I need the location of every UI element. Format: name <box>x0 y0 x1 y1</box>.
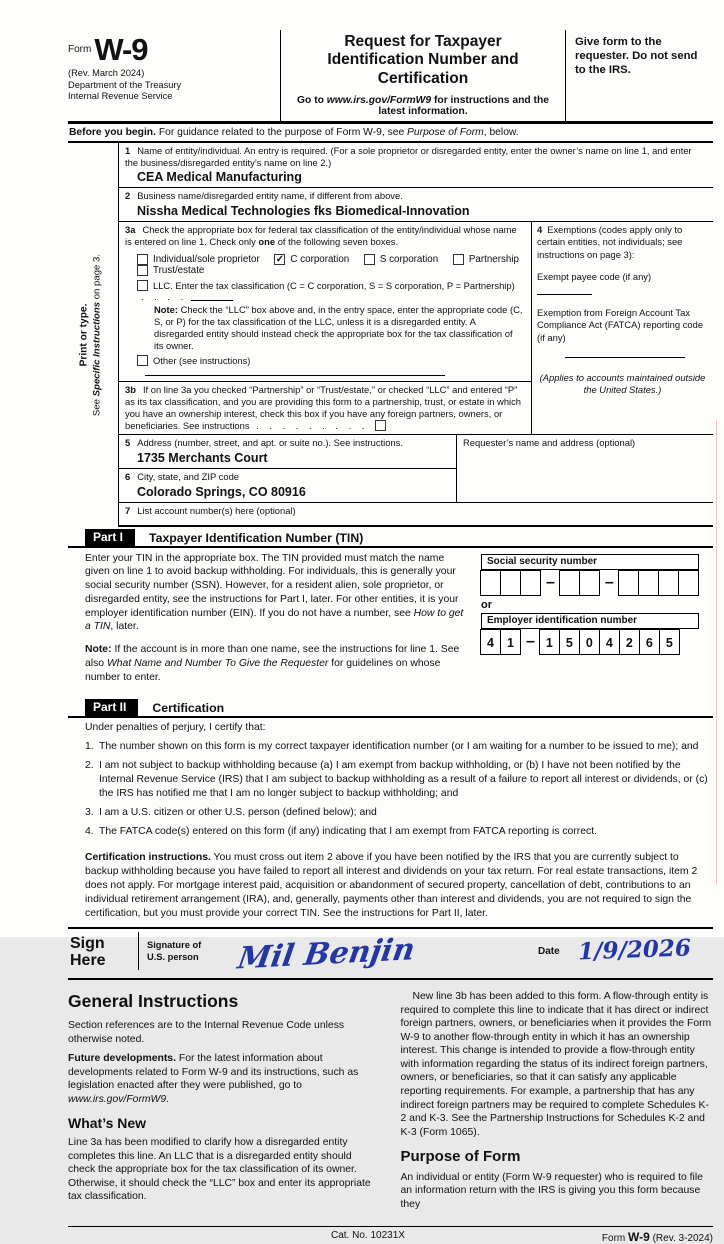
irs-url: www.irs.gov/FormW9 <box>326 94 432 106</box>
part2-body <box>68 718 713 846</box>
catalog-number: Cat. No. 10231X <box>331 1230 405 1242</box>
whats-new-paragraph: Line 3a has been modified to clarify how a disregarded entity completes this line. An LLC that is a disregarded entity should check the appropriate box for the tax classification of its owner. Otherwise, it should check the “LLC” box and enter its appropriate tax classification. <box>68 1137 371 1203</box>
sign-here-label <box>68 932 138 971</box>
llc-classification-entry[interactable] <box>191 291 233 301</box>
other-label: Other (see instructions) <box>153 355 251 367</box>
future-developments-bold: Future developments. <box>68 1053 176 1065</box>
ein-input[interactable] <box>481 629 713 655</box>
signature-of-line1: Signature of <box>147 939 202 950</box>
ssn-dash: – <box>546 573 555 591</box>
form-header <box>68 30 713 124</box>
ein-dash: – <box>526 632 535 650</box>
applies-note: (Applies to accounts maintained outside the United States.) <box>539 372 706 396</box>
form-number: W-9 <box>94 32 148 67</box>
ssn-digit[interactable] <box>658 570 679 596</box>
ein-digit[interactable]: 6 <box>639 629 660 655</box>
see-instructions-label <box>91 254 104 416</box>
purpose-of-form-heading: Purpose of Form <box>400 1148 521 1166</box>
line5-label: Address (number, street, and apt. or suite no.). See instructions. <box>137 437 403 449</box>
s-corporation-label: S corporation <box>379 253 439 265</box>
line3-line4-section <box>119 222 713 435</box>
exempt-payee-label: Exempt payee code (if any) <box>537 270 652 282</box>
line7-label: List account number(s) here (optional) <box>137 504 296 516</box>
line2-number: 2 <box>125 190 131 202</box>
footer-form-word: Form <box>601 1233 626 1244</box>
certification-item <box>85 740 711 754</box>
here-word: Here <box>70 952 106 970</box>
line1-number: 1 <box>125 144 131 156</box>
before-you-begin <box>68 124 713 143</box>
ein-label: Employer identification number <box>481 613 699 629</box>
form-id-block <box>68 30 281 121</box>
p1-note-bold: Note: <box>85 644 112 656</box>
page-footer <box>68 1226 713 1244</box>
part1-paragraph <box>85 552 467 634</box>
see-pre: See <box>91 396 103 416</box>
ein-digit[interactable]: 4 <box>599 629 620 655</box>
p1-note-post: for guidelines on whose number to enter. <box>85 657 441 683</box>
ein-digit[interactable]: 2 <box>619 629 640 655</box>
line6-label: City, state, and ZIP code <box>137 471 240 483</box>
item-text: The number shown on this form is my correct taxpayer identification number (or I am waiting for a number to be issued to me); and <box>99 741 699 753</box>
ssn-digit[interactable] <box>480 570 501 596</box>
line3a-note <box>154 304 523 353</box>
before-begin-bold: Before you begin. <box>69 126 156 138</box>
form-reference <box>602 1230 713 1244</box>
form-title-line2: Identification Number and Certification <box>327 51 519 87</box>
p1-note-mid: If the account is in more than one name, see the instructions for line 1. See also <box>85 644 460 669</box>
line2-row <box>119 188 713 222</box>
item-number: 3. <box>85 807 94 819</box>
fatca-entry[interactable] <box>565 348 685 358</box>
give-form-note: Give form to the requester. Do not send to the IRS. <box>565 30 713 121</box>
ssn-dash: – <box>604 573 614 591</box>
line7-number: 7 <box>125 504 131 516</box>
item-number: 2. <box>85 760 94 772</box>
certification-intro: Under penalties of perjury, I certify that: <box>85 722 266 734</box>
signature-field[interactable]: Mil Benjin <box>235 931 418 977</box>
ein-digit[interactable]: 5 <box>659 629 680 655</box>
certification-item <box>85 759 711 801</box>
instructions-left-column <box>68 990 381 1217</box>
line6-row <box>119 469 456 502</box>
p1-pre: Enter your TIN in the appropriate box. The TIN provided must match the name given on line 1 to avoid backup withholding. For individuals, this is generally your social security number (SSN). However, for a resident alien, sole proprietor, or disregarded entity, see the instructions for Part I, later. For other entities, it is your employer identification number (EIN). If you do not have a number, see <box>85 552 459 619</box>
option-s-corporation <box>364 254 438 265</box>
future-developments-url: www.irs.gov/FormW9 <box>68 1093 167 1105</box>
ssn-digit[interactable] <box>638 570 659 596</box>
note-bold: Note: <box>154 303 178 315</box>
requester-box[interactable] <box>456 435 713 502</box>
fatca-label: Exemption from Foreign Account Tax Compliance Act (FATCA) reporting code (if any) <box>537 307 704 343</box>
line1-row <box>119 143 713 189</box>
item-text: The FATCA code(s) entered on this form (if any) indicating that I am exempt from FATCA reporting is correct. <box>99 825 597 837</box>
other-entry[interactable] <box>145 366 445 376</box>
ein-digit[interactable]: 1 <box>539 629 560 655</box>
note-rest: Check the “LLC” box above and, in the entry space, enter the appropriate code (C, S, or P) for the tax classification of the LLC, unless it is a disregarded entity. A disregarded entity should instead check the appropriate box for the tax classification of its owner. <box>154 303 523 352</box>
date-label: Date <box>538 945 560 957</box>
line2-business-name-field[interactable]: Nissha Medical Technologies fks Biomedical-Innovation <box>137 204 470 219</box>
department-line1: Department of the Treasury <box>68 79 182 90</box>
p1-italic: How to get a TIN <box>85 607 464 633</box>
p1-note-italic: What Name and Number To Give the Requester <box>106 657 329 669</box>
certification-instructions <box>68 846 713 927</box>
trust-estate-checkbox[interactable] <box>137 265 148 276</box>
part2-header <box>68 699 713 718</box>
future-developments-text: For the latest information about developments related to Form W-9 and its instructions, such as legislation enacted after they were published, go to <box>68 1053 359 1092</box>
part1-badge: Part I <box>85 529 135 546</box>
future-developments-paragraph <box>68 1052 381 1106</box>
ssn-digit[interactable] <box>500 570 521 596</box>
individual-label: Individual/sole proprietor <box>153 253 260 265</box>
llc-checkbox[interactable] <box>137 280 148 291</box>
part1-note <box>85 643 467 684</box>
line5-address-field[interactable]: 1735 Merchants Court <box>137 451 268 466</box>
before-begin-mid: For guidance related to the purpose of Form W-9, see <box>155 126 408 138</box>
ssn-digit[interactable] <box>678 570 699 596</box>
goto-pre: Go to <box>297 94 327 106</box>
item-text: I am a U.S. citizen or other U.S. person (defined below); and <box>99 807 377 819</box>
other-checkbox[interactable] <box>137 355 148 366</box>
purpose-paragraph: An individual or entity (Form W-9 requester) who is required to file an information return with the IRS is giving you this form because they <box>400 1171 703 1210</box>
item-number: 1. <box>85 741 94 753</box>
line5-row <box>119 435 456 469</box>
future-developments-end: . <box>166 1093 170 1105</box>
print-or-type-label: Print or type. <box>78 303 90 367</box>
department-line2: Internal Revenue Service <box>68 91 173 102</box>
form-title-block <box>281 30 565 121</box>
form-body <box>68 143 713 527</box>
cert-instructions-text: You must cross out item 2 above if you have been notified by the IRS that you are currently subject to backup withholding because you have failed to report all interest and dividends on your tax return. For real estate transactions, item 2 does not apply. For mortgage interest paid, acquisition or abandonment of secured property, cancellation of debt, contributions to an individual retirement arrangement (IRA), and, generally, payments other than interest and dividends, you are not required to sign the certification, but you must provide your correct TIN. See the instructions for Part II, later. <box>85 851 698 919</box>
before-begin-end: , below. <box>483 126 519 138</box>
ein-digit[interactable]: 1 <box>500 629 521 655</box>
option-trust-estate <box>137 265 204 276</box>
general-instructions-heading: General Instructions <box>68 991 239 1012</box>
item-text: I am not subject to backup withholding because (a) I am exempt from backup withholding, or (b) I have not been notified by the Internal Revenue Service (IRS) that I am subject to backup withholding as a result of a failure to report all interest or dividends, or (c) the IRS has notified me that I am no longer subject to backup withholding; and <box>99 760 708 800</box>
option-c-corporation <box>274 254 349 265</box>
cert-instructions-bold: Certification instructions. <box>85 851 211 863</box>
line3b-block <box>119 381 531 434</box>
or-label: or <box>481 598 492 611</box>
date-field[interactable]: 1/9/2026 <box>577 934 692 965</box>
certification-item <box>85 825 711 839</box>
see-post: on page 3. <box>91 253 103 302</box>
c-corporation-checkbox[interactable]: ✓ <box>275 253 285 265</box>
form-title-line1: Request for Taxpayer <box>344 33 502 50</box>
signature-of-line2: U.S. person <box>147 951 199 962</box>
footer-revision: (Rev. 3-2024) <box>652 1233 713 1244</box>
c-corporation-label: C corporation <box>290 253 350 265</box>
p1-post: , later. <box>110 621 139 633</box>
line3a-block <box>119 222 531 381</box>
trust-estate-label: Trust/estate <box>153 264 205 276</box>
partnership-checkbox[interactable] <box>453 254 464 265</box>
ein-digit[interactable]: 4 <box>480 629 501 655</box>
line3b-new-paragraph: New line 3b has been added to this form. A flow-through entity is required to complete this line to indicate that it has direct or indirect foreign partners, owners, or beneficiaries when it provides the Form W-9 to another flow-through entity in which it has an ownership interest. This change is intended to provide a flow-through entity with information regarding the status of its indirect foreign partners, owners, or beneficiaries, so that it can satisfy any applicable reporting requirements. For example, a partnership that has any indirect foreign partners may be required to complete Schedules K-2 and K-3. See the Partnership Instructions for Schedules K-2 and K-3 (Form 1065). <box>400 991 712 1138</box>
line6-city-field[interactable]: Colorado Springs, CO 80916 <box>137 484 306 499</box>
whats-new-heading: What’s New <box>68 1115 147 1132</box>
line1-name-field[interactable]: CEA Medical Manufacturing <box>137 170 302 185</box>
llc-dot-leader: . . . . <box>141 290 188 302</box>
s-corporation-checkbox[interactable] <box>364 254 375 265</box>
ein-digit[interactable]: 5 <box>559 629 580 655</box>
ssn-digit[interactable] <box>520 570 541 596</box>
line3b-checkbox[interactable] <box>375 420 386 431</box>
part1-title: Taxpayer Identification Number (TIN) <box>149 530 364 545</box>
ssn-input[interactable] <box>481 570 713 596</box>
item-number: 4. <box>85 825 94 837</box>
form-revision: (Rev. March 2024) <box>68 68 145 78</box>
ein-digit[interactable]: 0 <box>579 629 600 655</box>
ssn-digit[interactable] <box>559 570 580 596</box>
form-word: Form <box>68 44 92 55</box>
line1-label: Name of entity/individual. An entry is required. (For a sole proprietor or disregarded entity, enter the owner’s name on line 1, and enter the business/disregarded entity’s name on line 2.) <box>125 144 692 168</box>
requester-label: Requester’s name and address (optional) <box>463 437 636 449</box>
part2-badge: Part II <box>85 699 138 716</box>
before-begin-italic: Purpose of Form <box>407 126 484 138</box>
instructions-right-column <box>401 990 714 1217</box>
line3b-dot-leader: . . . . . . . . . <box>256 419 369 431</box>
line3a-label-pre: Check the appropriate box for federal tax classification of the entity/individual whose name is entered on line 1. Check only <box>125 224 517 247</box>
tin-boxes-column <box>481 552 713 694</box>
ssn-digit[interactable] <box>618 570 639 596</box>
scan-artifact-line <box>716 420 717 885</box>
ssn-label: Social security number <box>481 554 699 570</box>
llc-label: LLC. Enter the tax classification (C = C corporation, S = S corporation, P = Partnership) <box>153 279 515 291</box>
part2-title: Certification <box>152 701 225 716</box>
ssn-digit[interactable] <box>579 570 600 596</box>
part1-header <box>68 529 713 548</box>
line7-row <box>119 502 713 527</box>
see-italic: Specific Instructions <box>91 301 103 397</box>
print-or-type-strip <box>68 143 118 527</box>
signature-of-label <box>138 932 220 971</box>
line5-number: 5 <box>125 437 131 449</box>
part1-body <box>68 548 713 698</box>
line3b-number: 3b <box>125 384 136 396</box>
line6-number: 6 <box>125 471 131 483</box>
goto-instruction <box>291 95 555 117</box>
individual-checkbox[interactable] <box>137 254 148 265</box>
line5-line6-section <box>119 435 713 502</box>
line3a-label-post: of the following seven boxes. <box>275 235 399 247</box>
sign-word: Sign <box>70 934 105 952</box>
certification-item <box>85 806 711 820</box>
exempt-payee-entry[interactable] <box>537 285 592 295</box>
line4-label: Exemptions (codes apply only to certain entities, not individuals; see instructions on page 3): <box>537 224 683 260</box>
general-instructions <box>68 990 713 1217</box>
footer-form-number: W-9 <box>628 1230 650 1244</box>
goto-post: for instructions and the latest information. <box>378 94 549 117</box>
line2-label: Business name/disregarded entity name, if different from above. <box>137 190 403 202</box>
partnership-label: Partnership <box>468 253 519 265</box>
line3a-label-bold: one <box>258 235 276 247</box>
option-individual <box>137 254 260 265</box>
line3a-number: 3a <box>125 224 136 236</box>
line3b-label: If on line 3a you checked “Partnership” or “Trust/estate,” or checked “LLC” and entered “P” as its tax classification, and you are providing this form to a partnership, trust, or estate in which you have an ownership interest, check this box if you have any foreign partners, owners, or beneficiaries. See instructions <box>125 384 522 431</box>
sign-here-section <box>68 927 713 981</box>
option-partnership <box>453 254 519 265</box>
line4-exemptions-column <box>531 222 713 434</box>
line4-number: 4 <box>537 224 543 236</box>
section-references-paragraph: Section references are to the Internal Revenue Code unless otherwise noted. <box>68 1020 345 1045</box>
